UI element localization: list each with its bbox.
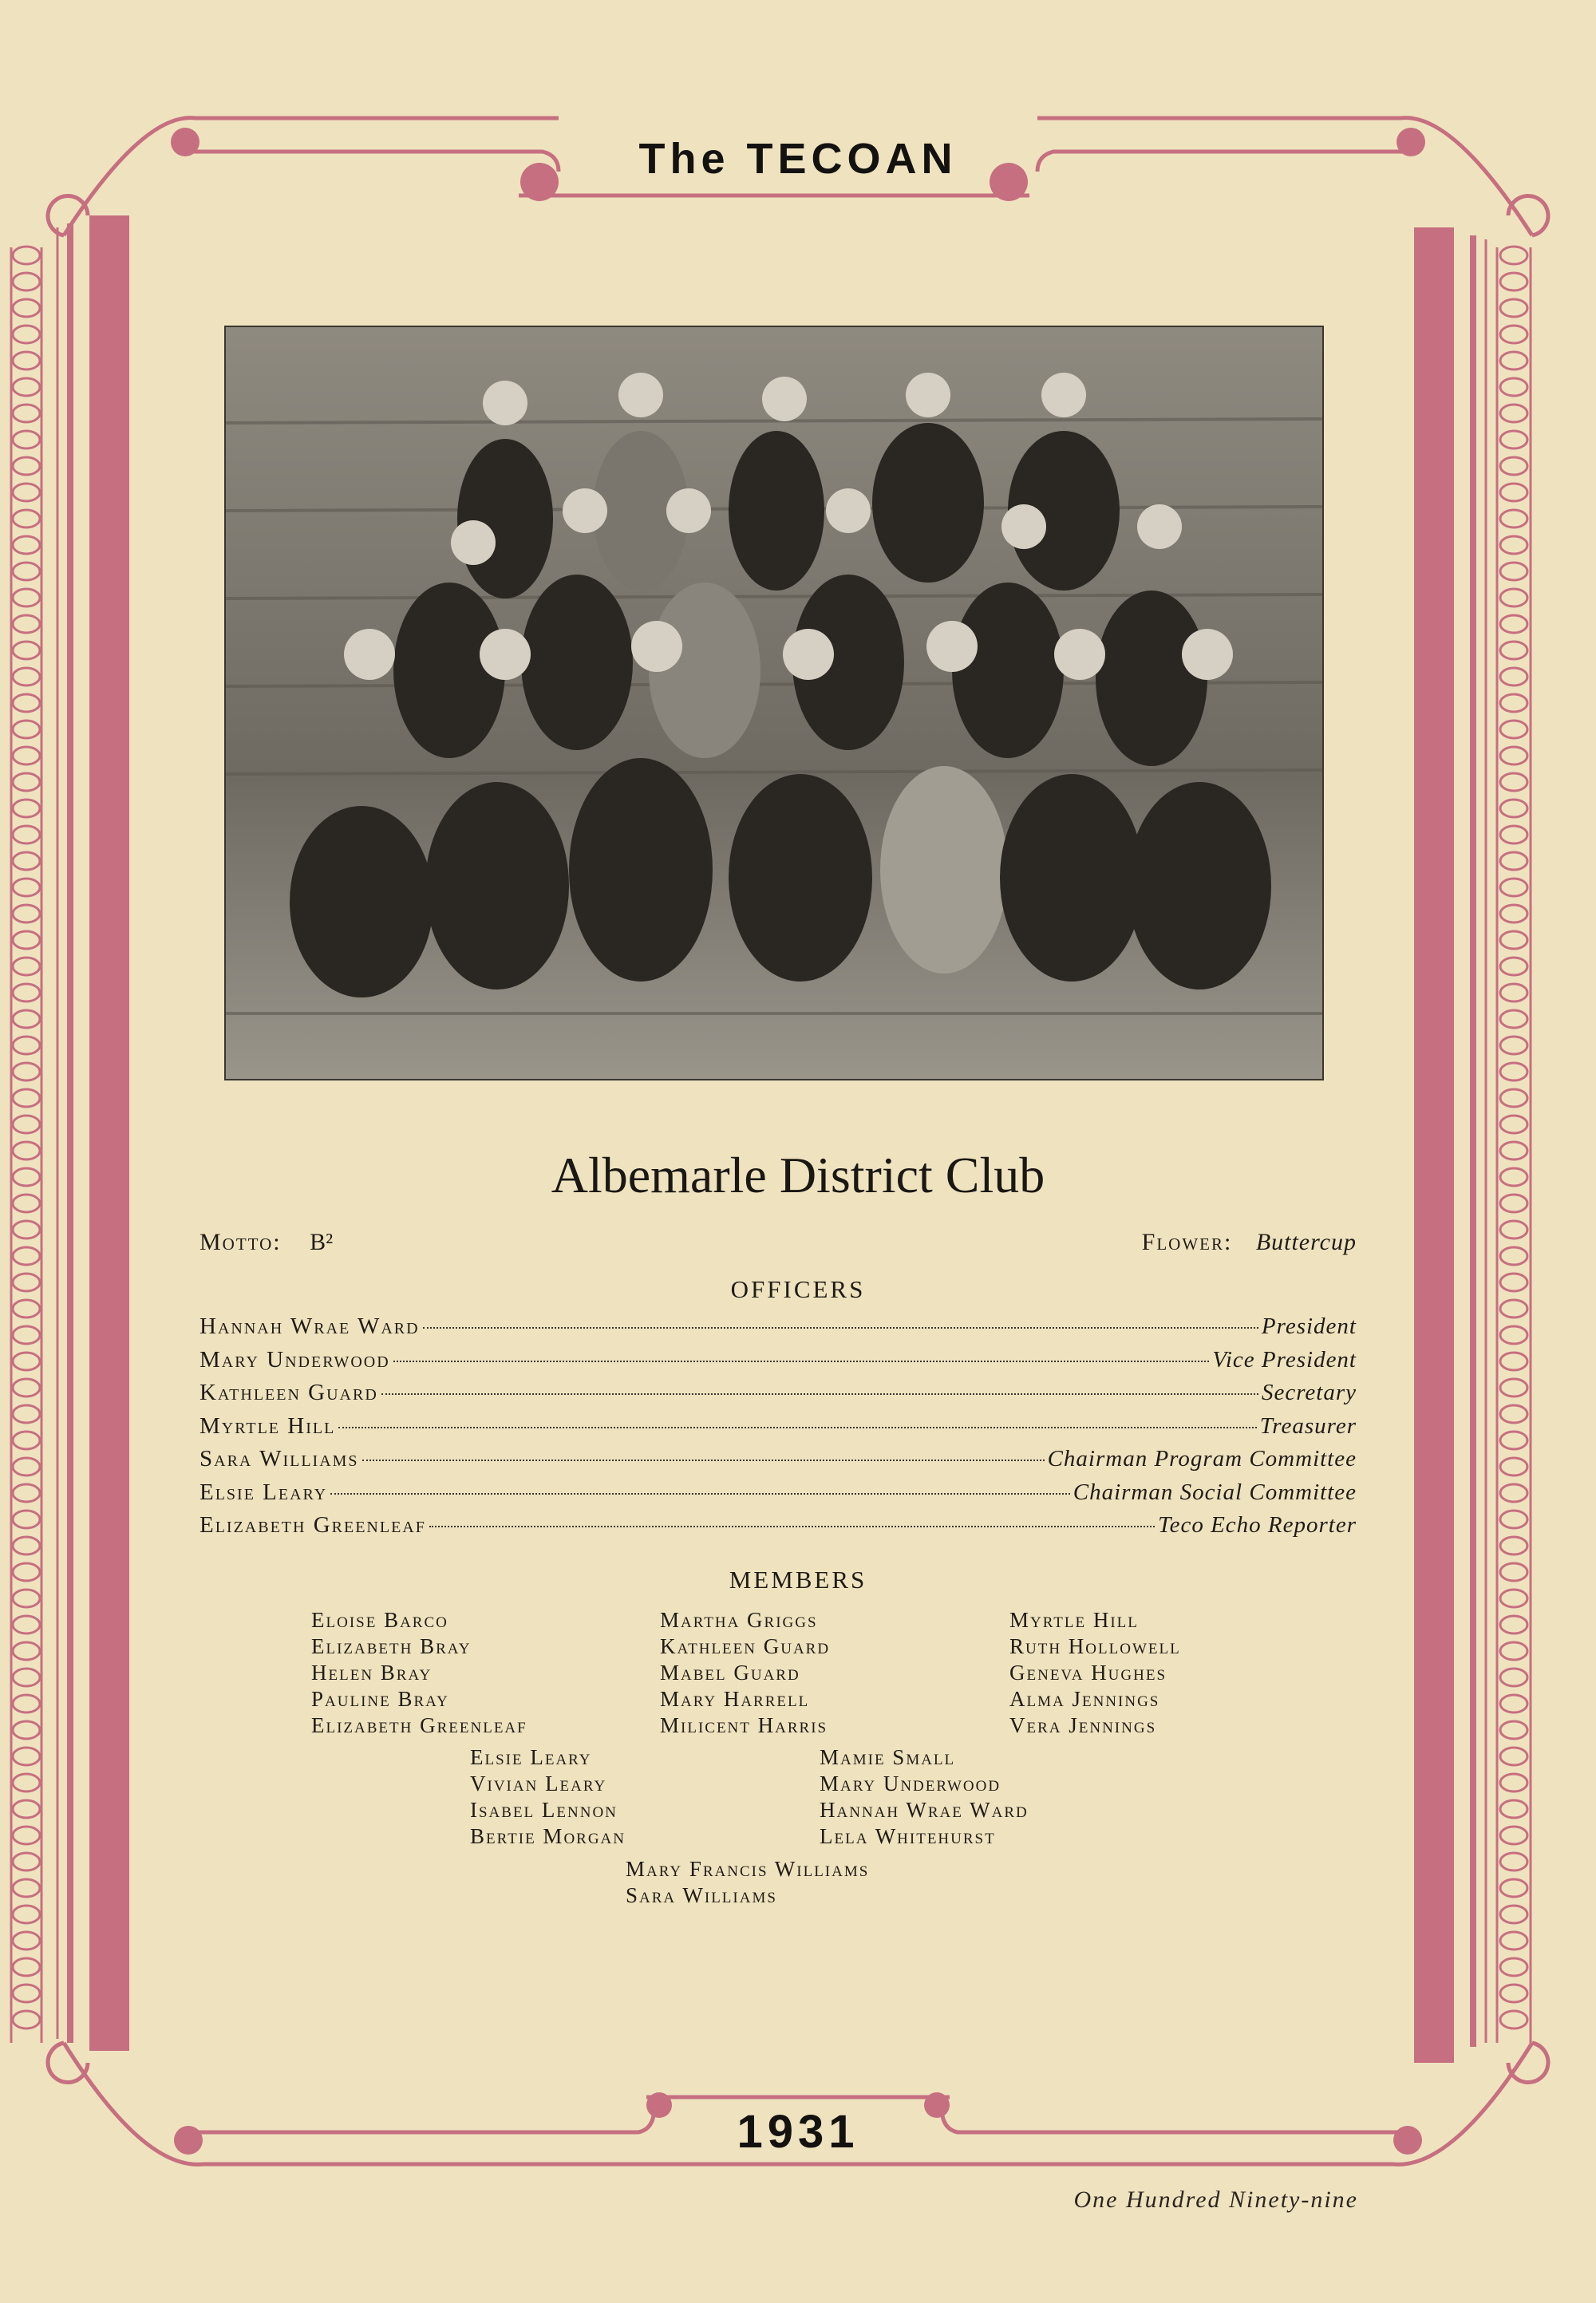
border-coil-ornament — [1500, 536, 1527, 554]
border-coil-ornament — [13, 1484, 40, 1502]
motto-label: Motto: — [200, 1229, 282, 1255]
officer-row — [200, 1479, 1357, 1513]
border-coil-ornament — [1500, 1089, 1527, 1107]
member-name: Elizabeth Bray — [311, 1634, 472, 1658]
members-column-4 — [470, 1744, 626, 1850]
officer-row — [200, 1380, 1357, 1413]
border-coil-ornament — [13, 1089, 40, 1107]
border-coil-ornament — [13, 984, 40, 1001]
border-coil-ornament — [1500, 1484, 1527, 1502]
border-coil-ornament — [13, 1326, 40, 1344]
border-coil-ornament — [1500, 1958, 1527, 1976]
border-coil-ornament — [13, 536, 40, 554]
officer-role: Treasurer — [1259, 1412, 1357, 1439]
officer-role: Chairman Social Committee — [1073, 1479, 1357, 1505]
motto — [200, 1229, 333, 1256]
officer-role: President — [1261, 1313, 1357, 1339]
border-coil-ornament — [1500, 905, 1527, 922]
border-coil-ornament — [13, 484, 40, 501]
member-name: Pauline Bray — [311, 1687, 449, 1711]
border-coil-ornament — [1500, 378, 1527, 396]
border-coil-ornament — [13, 326, 40, 343]
border-coil-ornament — [13, 1195, 40, 1212]
border-coil-ornament — [1500, 247, 1527, 264]
member-name: Geneva Hughes — [1009, 1661, 1167, 1685]
border-coil-ornament — [1500, 1537, 1527, 1554]
border-coil-ornament — [1500, 1590, 1527, 1607]
border-coil-ornament — [1500, 879, 1527, 896]
members-heading: MEMBERS — [729, 1566, 867, 1594]
dot-leader — [393, 1361, 1210, 1362]
flower-label: Flower: — [1141, 1229, 1233, 1255]
member-name: Myrtle Hill — [1009, 1608, 1139, 1632]
border-coil-ornament — [1500, 1379, 1527, 1396]
border-coil-ornament — [13, 1063, 40, 1080]
border-coil-ornament — [13, 1932, 40, 1949]
officer-name: Mary Underwood — [200, 1346, 390, 1373]
officer-role: Teco Echo Reporter — [1158, 1512, 1357, 1538]
border-coil-ornament — [13, 747, 40, 764]
member-name: Mamie Small — [820, 1745, 956, 1769]
officer-row — [200, 1347, 1357, 1381]
officer-row — [200, 1413, 1357, 1447]
members-list — [0, 1607, 1596, 1926]
border-coil-ornament — [13, 1511, 40, 1528]
member-name: Vivian Leary — [470, 1772, 607, 1795]
officer-row — [200, 1512, 1357, 1546]
officer-row — [200, 1446, 1357, 1479]
officer-name: Myrtle Hill — [200, 1412, 336, 1439]
border-coil-ornament — [13, 1010, 40, 1028]
border-coil-ornament — [1500, 1405, 1527, 1423]
border-coil-ornament — [1500, 1432, 1527, 1449]
border-coil-ornament — [13, 721, 40, 738]
member-name: Isabel Lennon — [470, 1798, 618, 1822]
club-title: Albemarle District Club — [551, 1147, 1045, 1203]
border-coil-ornament — [1500, 484, 1527, 501]
border-coil-ornament — [13, 800, 40, 817]
dot-leader — [429, 1526, 1155, 1527]
members-column-1 — [311, 1607, 527, 1739]
border-coil-ornament — [13, 1300, 40, 1317]
border-coil-ornament — [13, 457, 40, 475]
member-name: Milicent Harris — [660, 1713, 828, 1737]
border-coil-ornament — [13, 1985, 40, 2002]
border-coil-ornament — [1500, 721, 1527, 738]
dot-leader — [362, 1460, 1045, 1461]
border-coil-ornament — [1500, 1985, 1527, 2002]
border-coil-ornament — [1500, 2011, 1527, 2028]
border-coil-ornament — [13, 905, 40, 922]
border-coil-ornament — [1500, 589, 1527, 606]
border-coil-ornament — [1500, 1221, 1527, 1238]
border-coil-ornament — [13, 1958, 40, 1976]
border-coil-ornament — [13, 852, 40, 870]
member-name: Helen Bray — [311, 1661, 433, 1685]
border-coil-ornament — [1500, 326, 1527, 343]
border-coil-ornament — [13, 668, 40, 685]
officer-name: Elsie Leary — [200, 1479, 328, 1505]
border-coil-ornament — [13, 1405, 40, 1423]
border-coil-ornament — [1500, 563, 1527, 580]
member-name: Kathleen Guard — [660, 1634, 831, 1658]
member-name: Bertie Morgan — [470, 1824, 626, 1848]
member-name: Eloise Barco — [311, 1608, 448, 1632]
border-coil-ornament — [13, 1247, 40, 1265]
border-coil-ornament — [1500, 642, 1527, 659]
border-coil-ornament — [1500, 1142, 1527, 1159]
border-coil-ornament — [13, 826, 40, 843]
border-coil-ornament — [13, 1432, 40, 1449]
border-coil-ornament — [13, 773, 40, 791]
page-header-title: The TECOAN — [638, 135, 958, 183]
border-coil-ornament — [1500, 299, 1527, 317]
border-coil-ornament — [13, 273, 40, 290]
border-coil-ornament — [13, 1590, 40, 1607]
border-coil-ornament — [1500, 1063, 1527, 1080]
border-coil-ornament — [13, 1563, 40, 1581]
officer-name: Kathleen Guard — [200, 1380, 378, 1405]
border-coil-ornament — [1500, 405, 1527, 422]
border-coil-ornament — [13, 1221, 40, 1238]
border-coil-ornament — [1500, 1195, 1527, 1212]
border-coil-ornament — [13, 352, 40, 369]
member-name: Lela Whitehurst — [820, 1824, 996, 1848]
member-name: Vera Jennings — [1009, 1713, 1157, 1737]
border-coil-ornament — [1500, 1563, 1527, 1581]
border-coil-ornament — [1500, 615, 1527, 633]
border-coil-ornament — [13, 694, 40, 712]
border-coil-ornament — [13, 931, 40, 949]
border-coil-ornament — [13, 1379, 40, 1396]
border-coil-ornament — [13, 2011, 40, 2028]
member-name: Mary Underwood — [820, 1772, 1001, 1795]
member-name: Alma Jennings — [1009, 1687, 1160, 1711]
motto-flower-row — [200, 1229, 1357, 1261]
border-coil-ornament — [13, 1116, 40, 1133]
border-coil-ornament — [13, 1168, 40, 1186]
footer-year: 1931 — [737, 2106, 859, 2158]
border-coil-ornament — [13, 563, 40, 580]
border-coil-ornament — [1500, 958, 1527, 975]
officers-heading: OFFICERS — [730, 1275, 866, 1303]
border-coil-ornament — [1500, 931, 1527, 949]
member-name: Ruth Hollowell — [1009, 1634, 1181, 1658]
border-coil-ornament — [1500, 273, 1527, 290]
border-coil-ornament — [1500, 800, 1527, 817]
member-name: Mabel Guard — [660, 1661, 800, 1685]
member-name: Elizabeth Greenleaf — [311, 1713, 527, 1737]
border-coil-ornament — [13, 405, 40, 422]
border-coil-ornament — [13, 1274, 40, 1291]
border-coil-ornament — [13, 958, 40, 975]
officers-list — [200, 1313, 1357, 1546]
border-coil-ornament — [1500, 1116, 1527, 1133]
border-coil-ornament — [13, 299, 40, 317]
border-coil-ornament — [13, 1037, 40, 1054]
border-coil-ornament — [1500, 1168, 1527, 1186]
border-coil-ornament — [1500, 1300, 1527, 1317]
officer-role: Vice President — [1212, 1346, 1357, 1373]
dot-leader — [330, 1493, 1069, 1495]
border-coil-ornament — [13, 615, 40, 633]
officer-role: Chairman Program Committee — [1047, 1446, 1357, 1471]
dot-leader — [423, 1327, 1258, 1329]
border-coil-ornament — [1500, 1511, 1527, 1528]
page-number: One Hundred Ninety-nine — [1073, 2186, 1358, 2213]
group-photograph — [226, 327, 1322, 1079]
border-coil-ornament — [13, 1142, 40, 1159]
officer-row — [200, 1313, 1357, 1347]
member-name: Mary Francis Williams — [626, 1857, 870, 1881]
border-coil-ornament — [1500, 984, 1527, 1001]
border-coil-ornament — [1500, 1353, 1527, 1370]
member-name: Elsie Leary — [470, 1745, 592, 1769]
member-name: Sara Williams — [626, 1883, 777, 1907]
border-coil-ornament — [13, 1458, 40, 1475]
members-column-5 — [820, 1744, 1029, 1850]
members-column-3 — [1009, 1607, 1181, 1739]
border-coil-ornament — [1500, 826, 1527, 843]
border-coil-ornament — [1500, 852, 1527, 870]
border-coil-ornament — [1500, 510, 1527, 527]
officer-name: Sara Williams — [200, 1446, 359, 1471]
border-coil-ornament — [13, 510, 40, 527]
border-coil-ornament — [13, 431, 40, 448]
border-coil-ornament — [1500, 1010, 1527, 1028]
border-coil-ornament — [1500, 1037, 1527, 1054]
border-coil-ornament — [1500, 773, 1527, 791]
member-name: Martha Griggs — [660, 1608, 818, 1632]
border-coil-ornament — [1500, 747, 1527, 764]
border-coil-ornament — [13, 879, 40, 896]
border-coil-ornament — [13, 642, 40, 659]
officer-role: Secretary — [1261, 1380, 1357, 1405]
border-coil-ornament — [1500, 1326, 1527, 1344]
member-name: Hannah Wrae Ward — [820, 1798, 1029, 1822]
border-coil-ornament — [13, 589, 40, 606]
border-coil-ornament — [1500, 668, 1527, 685]
border-coil-ornament — [1500, 457, 1527, 475]
officer-name: Elizabeth Greenleaf — [200, 1512, 426, 1538]
members-column-6 — [626, 1856, 869, 1909]
border-coil-ornament — [1500, 1932, 1527, 1949]
motto-value: B² — [310, 1229, 334, 1255]
border-coil-ornament — [1500, 1247, 1527, 1265]
border-coil-ornament — [1500, 352, 1527, 369]
member-name: Mary Harrell — [660, 1687, 810, 1711]
border-coil-ornament — [13, 1353, 40, 1370]
border-coil-ornament — [13, 247, 40, 264]
members-column-2 — [660, 1607, 830, 1739]
border-coil-ornament — [13, 1537, 40, 1554]
dot-leader — [338, 1427, 1256, 1428]
border-coil-ornament — [13, 378, 40, 396]
border-coil-ornament — [1500, 1458, 1527, 1475]
officer-name: Hannah Wrae Ward — [200, 1313, 420, 1339]
dot-leader — [381, 1393, 1258, 1395]
border-coil-ornament — [1500, 694, 1527, 712]
flower-value: Buttercup — [1255, 1229, 1357, 1255]
border-coil-ornament — [1500, 431, 1527, 448]
border-coil-ornament — [1500, 1274, 1527, 1291]
flower — [1142, 1229, 1357, 1256]
